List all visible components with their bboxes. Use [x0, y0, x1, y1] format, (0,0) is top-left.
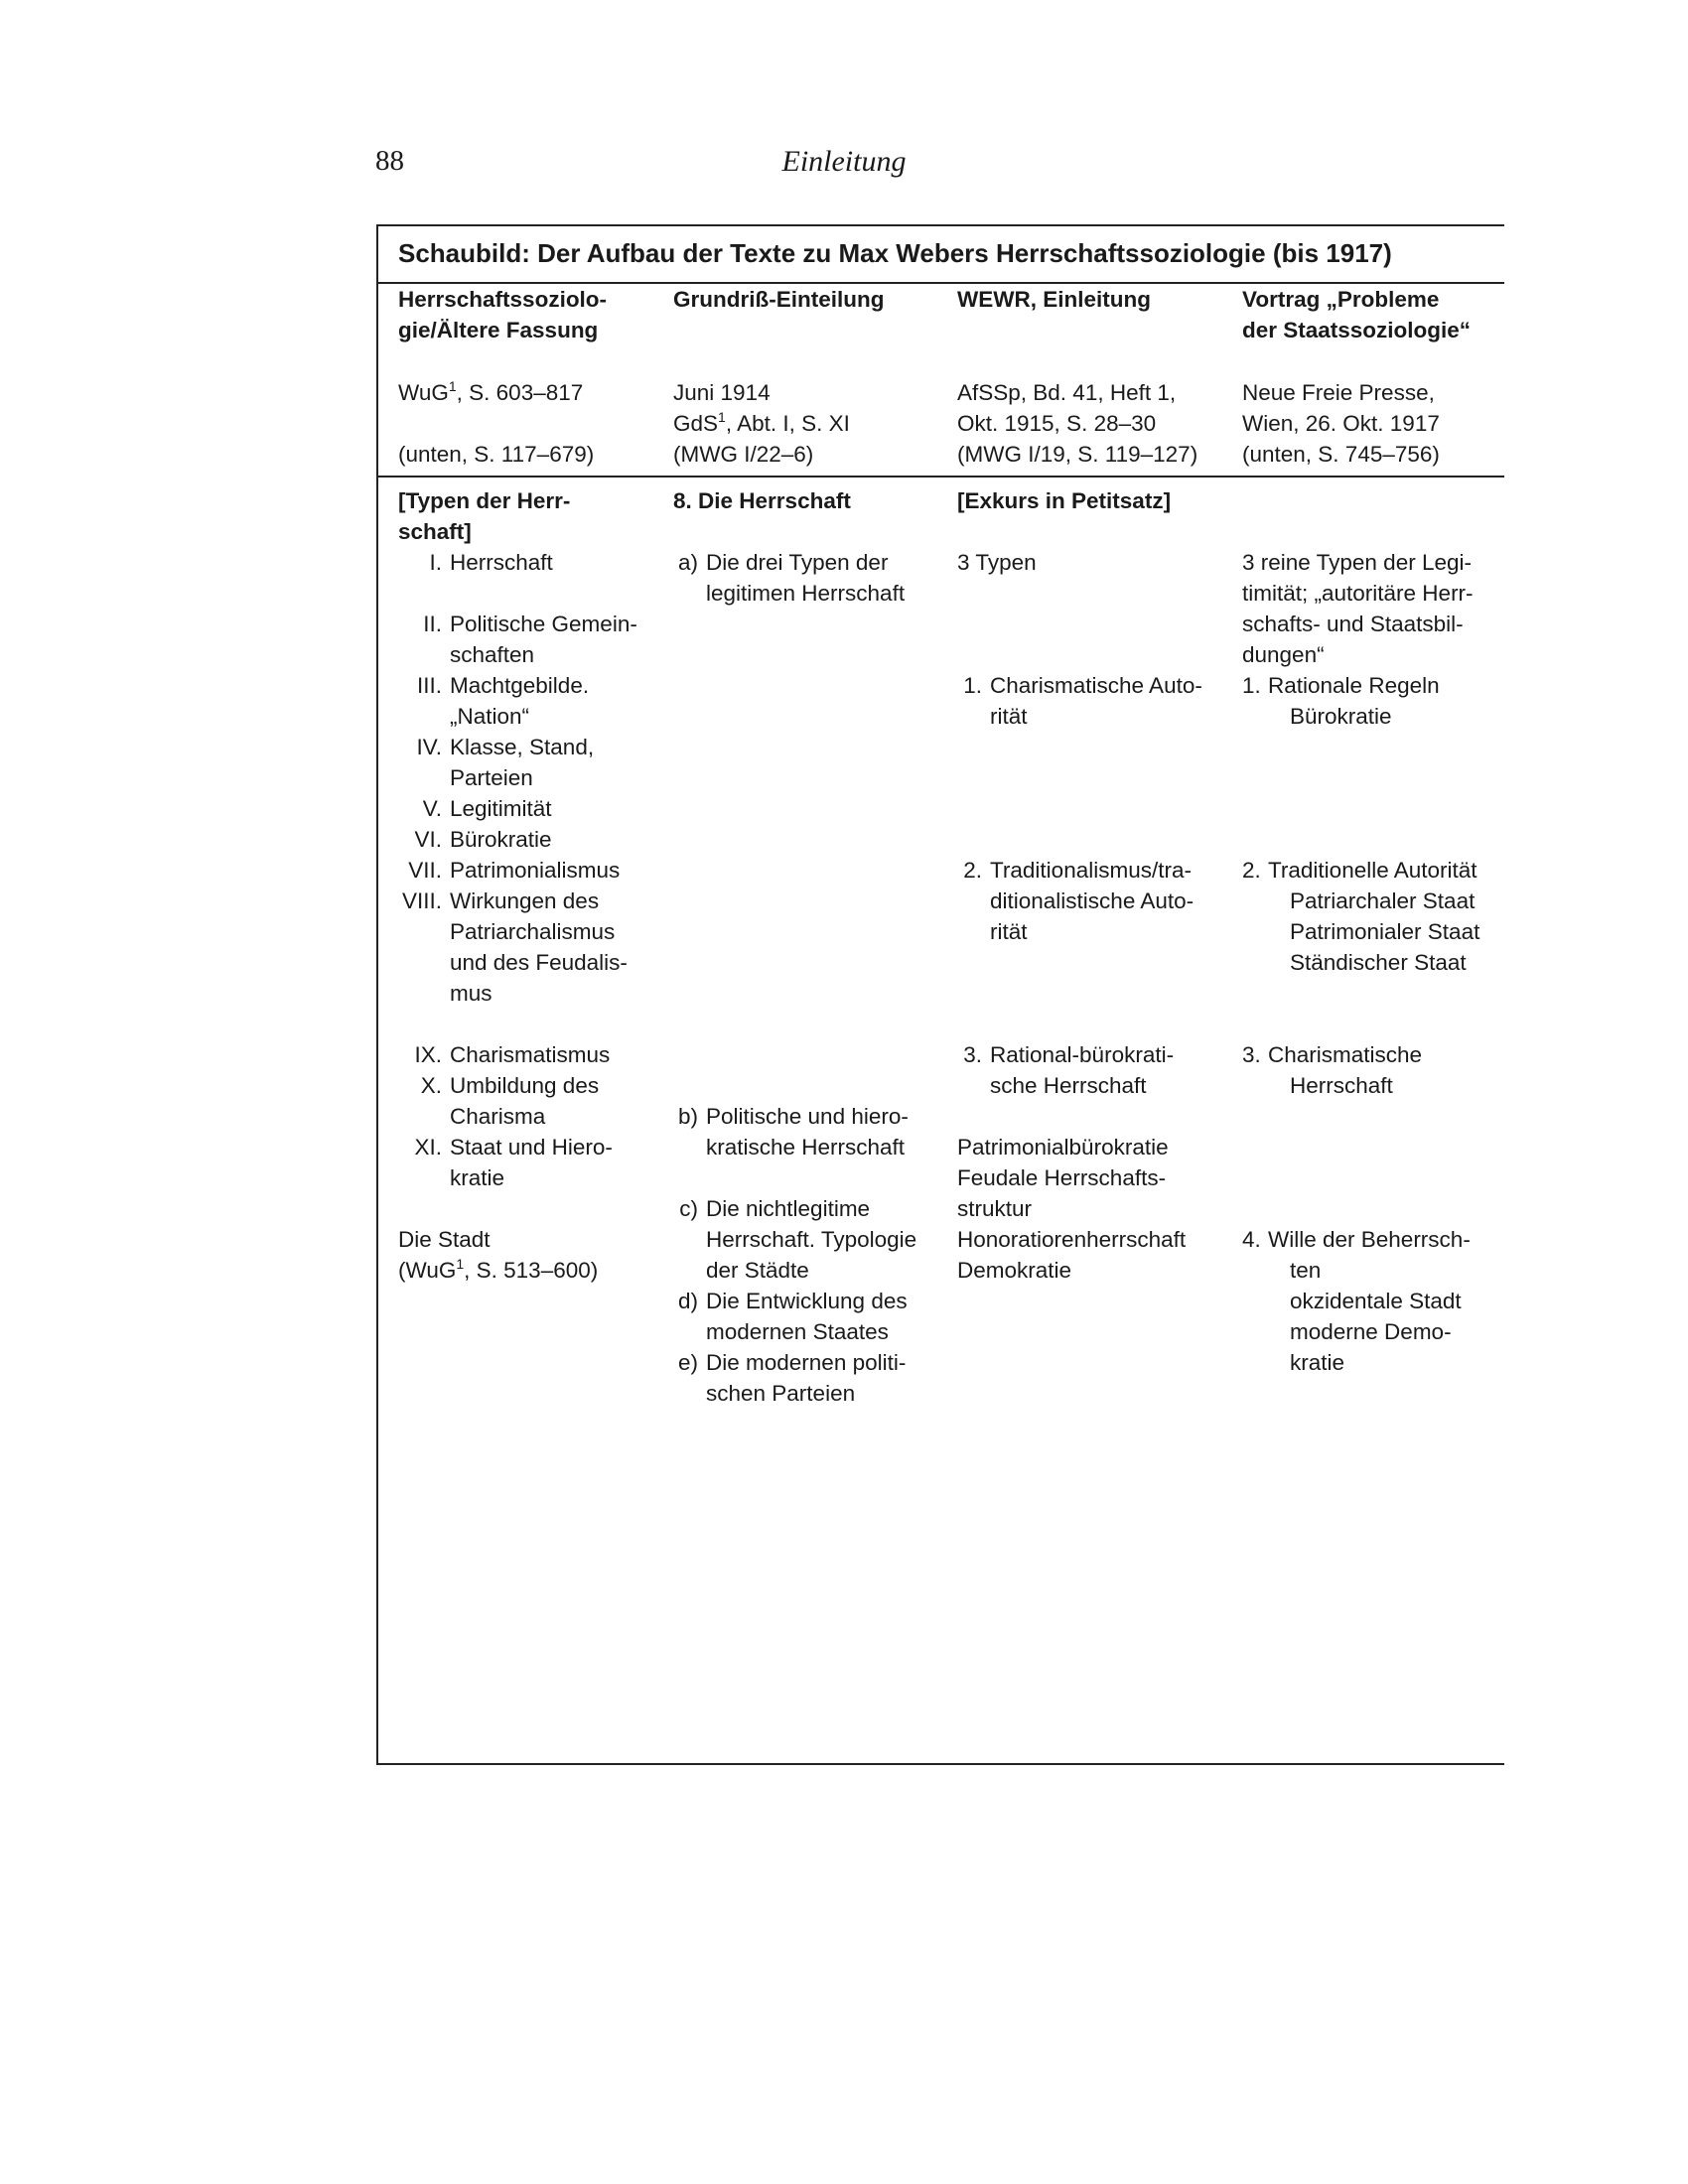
table-title: Schaubild: Der Aufbau der Texte zu Max Webers Herrschaftssoziologie (bis 1917)	[398, 238, 1392, 268]
header-rule	[378, 476, 1504, 478]
list-item: 2. Traditionelle Autorität	[1242, 858, 1477, 883]
list-item: 3. Rational-bürokrati-	[963, 1042, 1175, 1067]
column-source-3: AfSSp, Bd. 41, Heft 1, Okt. 1915, S. 28–30 (MWG I/19, S. 119–127)	[957, 380, 1198, 467]
page-header	[0, 145, 1688, 185]
list-item: II. Politische Gemein-	[423, 612, 637, 636]
list-item: d) Die Entwicklung des	[677, 1289, 908, 1313]
column-body-1: [Typen der Herr- schaft] I. Herrschaft II. Politische Gemein- schaften III. Machtgebilde. „Nation“ IV. Klasse, Stand, Parteien V. Legitimität VI. Bürokratie VII. Patrimonialismus VIII. Wirkungen des Patriarchalismus und des Feudalis- mus IX. Charismatismus X. Umbildung des Charisma XI. Staat und Hiero- kratie Die Stadt (WuG$^1$, S. 513–600)	[398, 485, 666, 1286]
list-item: VII. Patrimonialismus	[408, 858, 621, 883]
column-header-1: Herrschaftssoziolo- gie/Ältere Fassung	[398, 287, 608, 342]
list-item: 2. Traditionalismus/tra-	[963, 858, 1192, 883]
column-body-2: 8. Die Herrschaft a) Die drei Typen der legitimen Herrschaft b) Politische und hiero- kratische Herrschaft c) Die nichtlegitime Herrschaft. Typologie der Städte d) Die Entwicklung des modernen Staates e) Die modernen politi- schen Parteien	[673, 485, 956, 1409]
list-item: IX. Charismatismus	[414, 1042, 611, 1067]
list-item: VI. Bürokratie	[414, 827, 552, 852]
list-item: a) Die drei Typen der	[677, 550, 889, 575]
list-item: I. Herrschaft	[429, 550, 553, 575]
column-body-3: [Exkurs in Petitsatz] 3 Typen 1. Charismatische Auto- rität 2. Traditionalismus/tra- ditionalistische Auto- rität 3. Rational-bürokrati- sche Herrschaft Patrimonialbürokratie Feudale Herrschafts- struktur Honoratiorenherrschaft Demokratie	[957, 485, 1237, 1286]
page-number: 88	[375, 145, 404, 177]
list-item: c) Die nichtlegitime	[679, 1196, 871, 1221]
section-heading: 8. Die Herrschaft	[673, 488, 851, 513]
schaubild-table	[376, 224, 1504, 1765]
list-item: VIII. Wirkungen des	[401, 888, 600, 913]
section-heading: [Exkurs in Petitsatz]	[957, 488, 1172, 513]
column-body-4: 3 reine Typen der Legi- timität; „autoritäre Herr- schafts- und Staatsbil- dungen“ 1. Rationale Regeln Bürokratie 2. Traditionelle Autorität Patriarchaler Staat Patrimonialer Staat Ständischer Staat 3. Charismatische Herrschaft 4. Wille der Beherrsch- ten okzidentale Stadt moderne Demo- kratie	[1242, 485, 1504, 1378]
column-source-4: Neue Freie Presse, Wien, 26. Okt. 1917 (unten, S. 745–756)	[1242, 380, 1440, 467]
list-item: 1. Charismatische Auto-	[963, 673, 1202, 698]
column-source-2: Juni 1914 GdS$^1$, Abt. I, S. XI (MWG I/22–6)	[673, 380, 850, 467]
list-item: V. Legitimität	[422, 796, 552, 821]
list-item: IV. Klasse, Stand,	[416, 735, 595, 759]
column-header-4: Vortrag „Probleme der Staatssoziologie“	[1242, 287, 1472, 342]
running-title: Einleitung	[781, 145, 907, 178]
list-item: 1. Rationale Regeln	[1242, 673, 1440, 698]
column-header-2: Grundriß-Einteilung	[673, 287, 885, 312]
column-source-1: WuG$^1$, S. 603–817 (unten, S. 117–679)	[398, 378, 595, 467]
list-item: III. Machtgebilde.	[416, 673, 590, 698]
list-item: 3. Charismatische	[1242, 1042, 1423, 1067]
stadt-entry: Die Stadt	[398, 1227, 491, 1252]
list-item: e) Die modernen politi-	[677, 1350, 907, 1375]
section-heading: [Typen der Herr-	[398, 488, 571, 513]
list-item: 4. Wille der Beherrsch-	[1242, 1227, 1471, 1252]
column-header-3: WEWR, Einleitung	[957, 287, 1151, 312]
list-item: X. Umbildung des	[420, 1073, 600, 1098]
list-item: b) Politische und hiero-	[677, 1104, 909, 1129]
list-item: XI. Staat und Hiero-	[414, 1135, 613, 1160]
